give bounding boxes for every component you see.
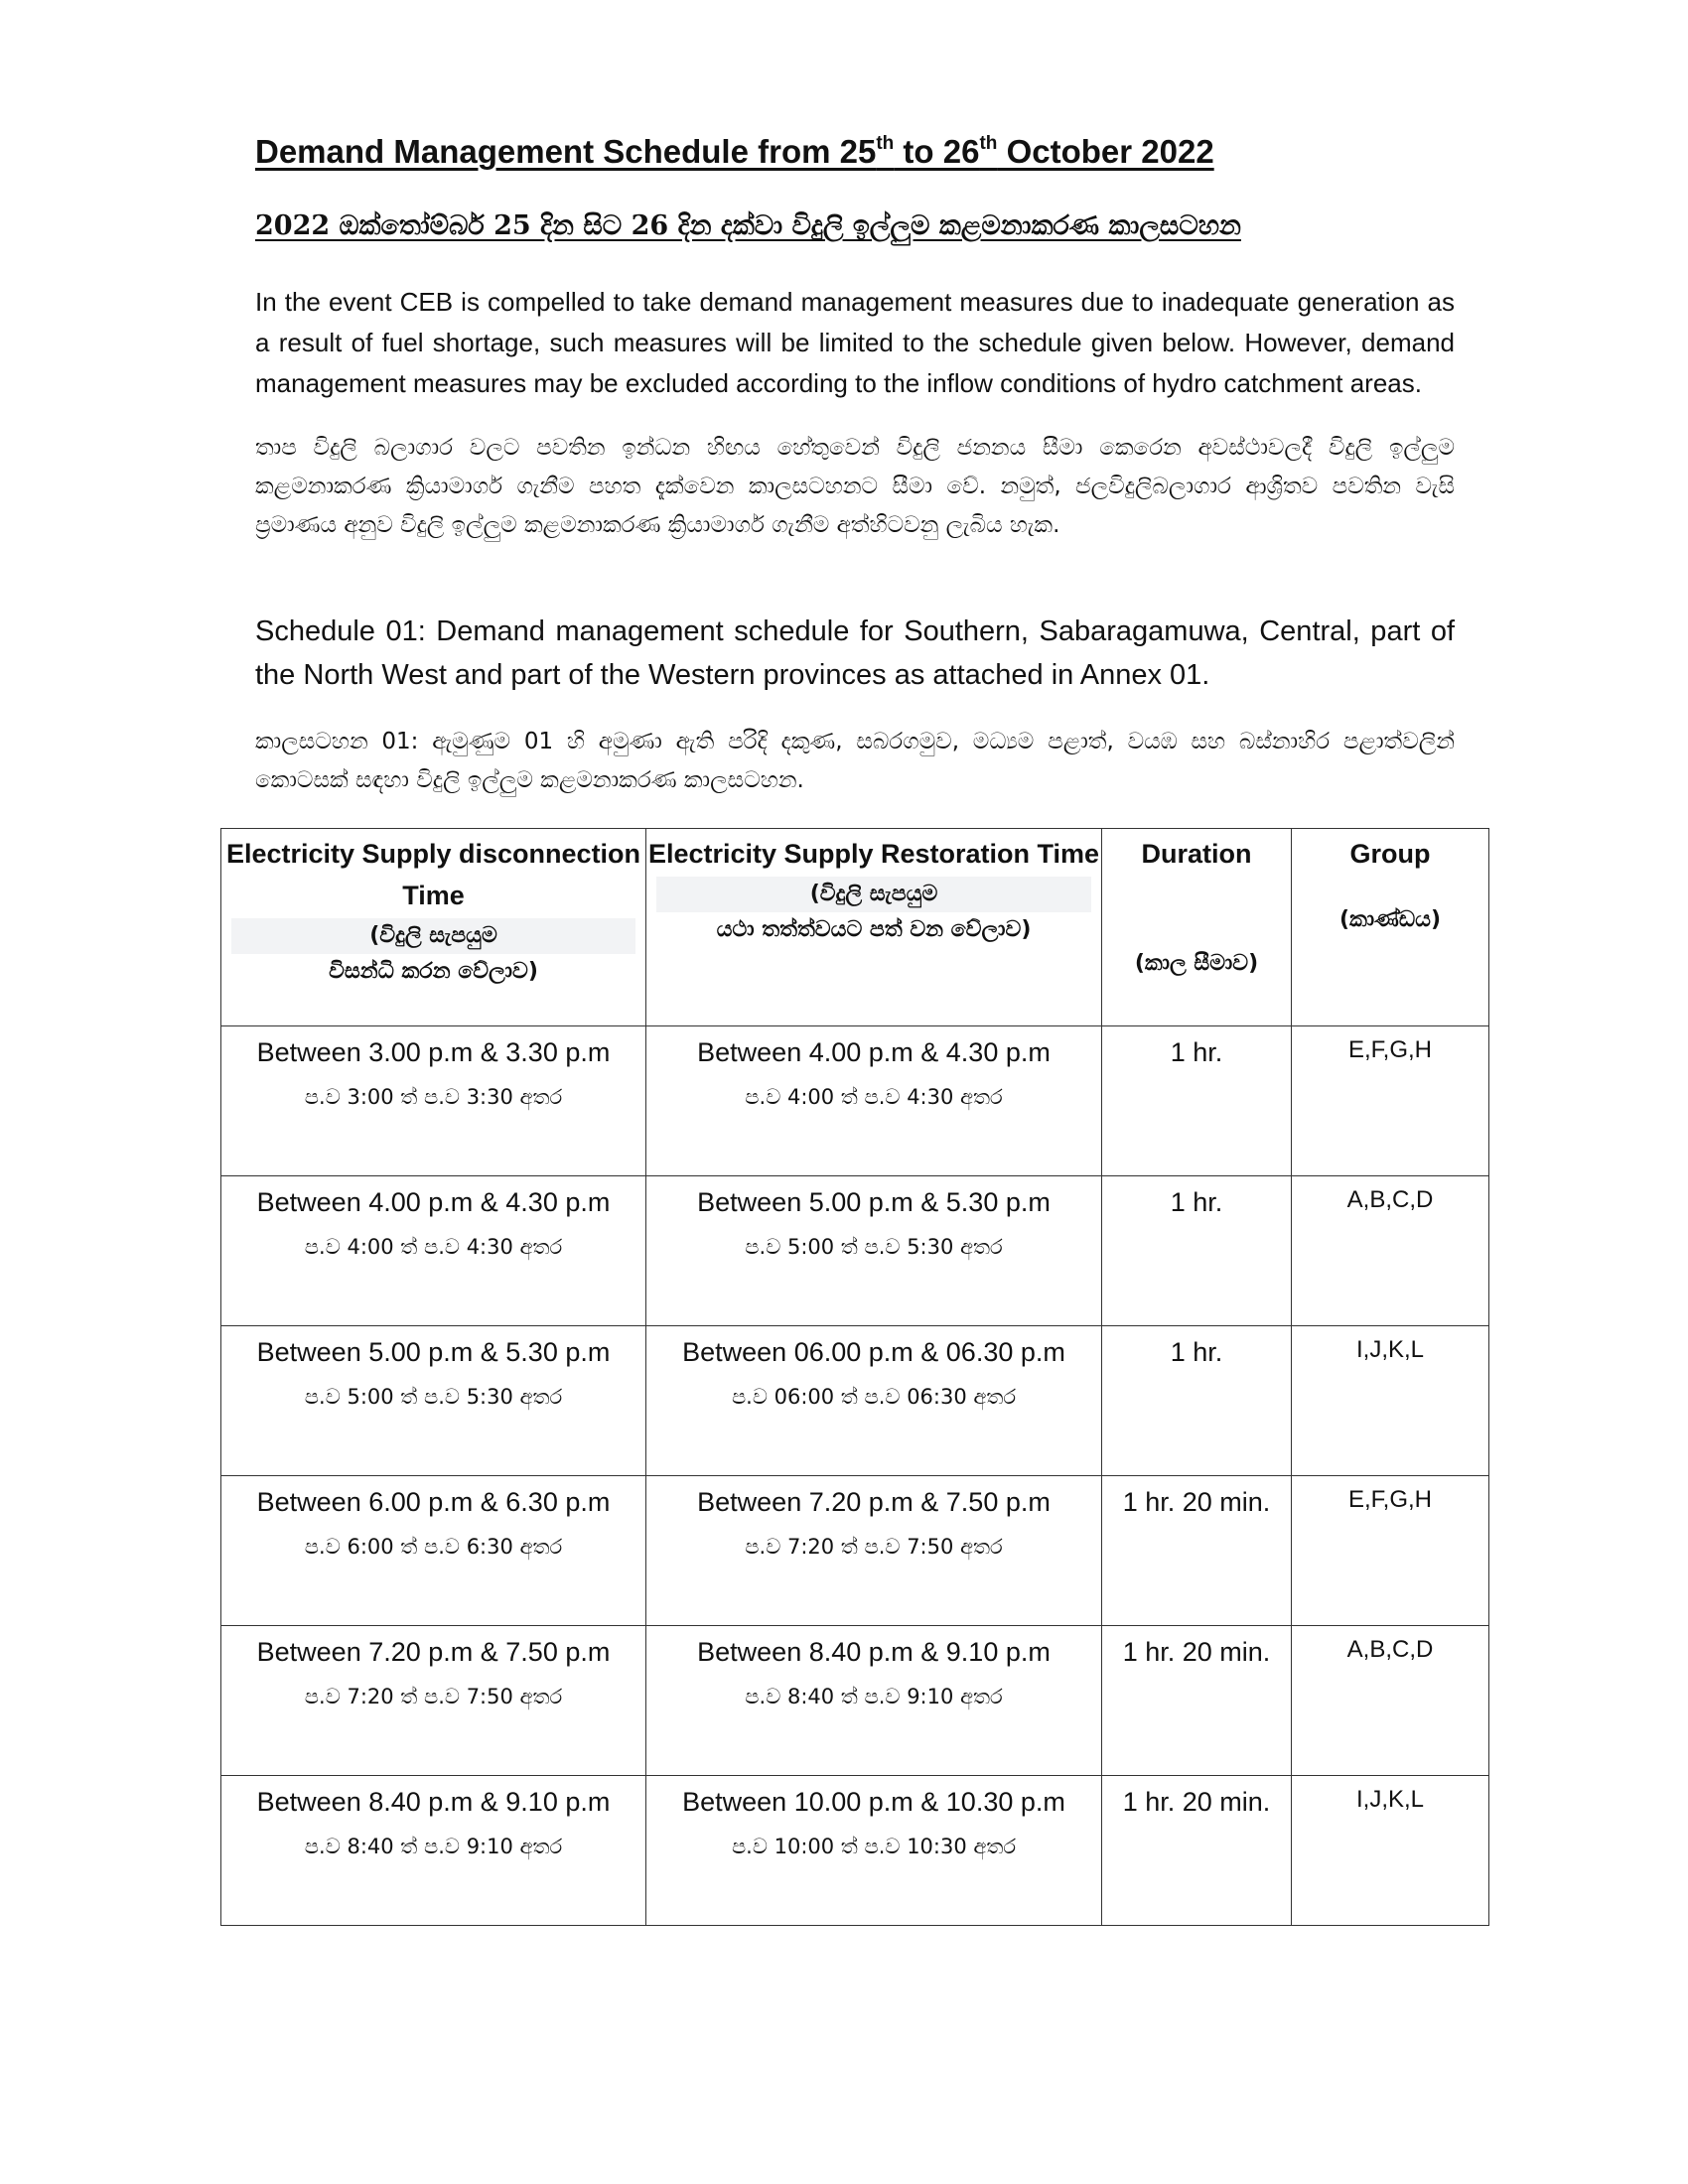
duration-cell (1102, 1026, 1292, 1176)
group-value: E,F,G,H (1347, 1036, 1432, 1063)
disconnection-cell (221, 1026, 646, 1176)
header-duration-si: (කාල සීමාව) (1134, 951, 1259, 976)
disconnection-time-si: ප.ව 4:00 ත් ප.ව 4:30 අතර (304, 1235, 563, 1259)
restoration-time-si: ප.ව 4:00 ත් ප.ව 4:30 අතර (745, 1085, 1003, 1109)
disconnection-time-en: Between 7.20 p.m & 7.50 p.m (256, 1637, 611, 1667)
restoration-time-si: ප.ව 10:00 ත් ප.ව 10:30 අතර (731, 1835, 1017, 1858)
duration-value: 1 hr. (1170, 1337, 1223, 1367)
duration-cell (1102, 1176, 1292, 1326)
duration-cell (1102, 1326, 1292, 1476)
restoration-cell (646, 1026, 1102, 1176)
disconnection-time-en: Between 4.00 p.m & 4.30 p.m (256, 1187, 611, 1217)
duration-value: 1 hr. (1170, 1187, 1223, 1217)
disconnection-time-en: Between 5.00 p.m & 5.30 p.m (256, 1337, 611, 1367)
restoration-time-en: Between 4.00 p.m & 4.30 p.m (697, 1037, 1051, 1067)
disconnection-time-si: ප.ව 6:00 ත් ප.ව 6:30 අතර (304, 1535, 563, 1559)
header-disconnection-en: Electricity Supply disconnection Time (225, 839, 641, 910)
title-sup-2: th (979, 133, 998, 154)
restoration-cell (646, 1776, 1102, 1926)
restoration-time-si: ප.ව 06:00 ත් ප.ව 06:30 අතර (731, 1385, 1017, 1409)
restoration-time-en: Between 06.00 p.m & 06.30 p.m (682, 1337, 1065, 1367)
duration-cell (1102, 1776, 1292, 1926)
group-value: A,B,C,D (1346, 1186, 1434, 1213)
group-cell (1292, 1476, 1489, 1626)
table-row (221, 1626, 1489, 1776)
group-cell (1292, 1176, 1489, 1326)
header-restoration-si-1: (විදුලි සැපයුම (656, 877, 1091, 912)
group-cell (1292, 1026, 1489, 1176)
group-value: A,B,C,D (1346, 1636, 1434, 1663)
header-restoration-time (646, 829, 1102, 1026)
duration-cell (1102, 1476, 1292, 1626)
title-sup-1: th (876, 133, 895, 154)
disconnection-time-en: Between 8.40 p.m & 9.10 p.m (256, 1787, 611, 1817)
title-suffix: October 2022 (997, 133, 1214, 170)
restoration-time-si: ප.ව 7:20 ත් ප.ව 7:50 අතර (745, 1535, 1003, 1559)
disconnection-time-si: ප.ව 7:20 ත් ප.ව 7:50 අතර (304, 1685, 563, 1708)
page-title-sinhala: 2022 ඔක්තෝම්බර් 25 දින සිට 26 දින දක්වා විදුලි ඉල්ලුම කළමනාකරණ කාලසටහන (255, 210, 1241, 241)
restoration-time-en: Between 10.00 p.m & 10.30 p.m (682, 1787, 1065, 1817)
disconnection-time-si: ප.ව 5:00 ත් ප.ව 5:30 අතර (304, 1385, 563, 1409)
duration-value: 1 hr. 20 min. (1122, 1637, 1271, 1667)
header-group (1292, 829, 1489, 1026)
duration-value: 1 hr. (1170, 1037, 1223, 1067)
page-title (255, 133, 1214, 171)
restoration-cell (646, 1176, 1102, 1326)
restoration-cell (646, 1326, 1102, 1476)
disconnection-cell (221, 1326, 646, 1476)
intro-paragraph-english: In the event CEB is compelled to take demand management measures due to inadequate generation as a result of fuel shortage, such measures will be limited to the schedule given below. However, demand management measures may be excluded according to the inflow conditions of hydro catchment areas. (255, 287, 1455, 398)
disconnection-time-en: Between 3.00 p.m & 3.30 p.m (256, 1037, 611, 1067)
disconnection-time-si: ප.ව 8:40 ත් ප.ව 9:10 අතර (304, 1835, 563, 1858)
restoration-time-en: Between 7.20 p.m & 7.50 p.m (697, 1487, 1051, 1517)
group-cell (1292, 1326, 1489, 1476)
title-prefix: Demand Management Schedule from 25 (255, 133, 877, 170)
disconnection-cell (221, 1626, 646, 1776)
table-header-row (221, 829, 1489, 1026)
header-disconnection-si-2: විසන්ධි කරන වේලාව) (329, 959, 538, 984)
header-group-si: (කාණ්ඩය) (1338, 907, 1442, 932)
table-row (221, 1776, 1489, 1926)
disconnection-time-en: Between 6.00 p.m & 6.30 p.m (256, 1487, 611, 1517)
header-restoration-en: Electricity Supply Restoration Time (647, 839, 1100, 869)
schedule-heading-english: Schedule 01: Demand management schedule for Southern, Sabaragamuwa, Central, part of the North West and part of the Western provinces as attached in Annex 01. (255, 615, 1455, 691)
header-duration-en: Duration (1141, 839, 1252, 869)
disconnection-cell (221, 1776, 646, 1926)
restoration-time-en: Between 8.40 p.m & 9.10 p.m (697, 1637, 1051, 1667)
restoration-cell (646, 1626, 1102, 1776)
duration-value: 1 hr. 20 min. (1122, 1787, 1271, 1817)
header-duration (1102, 829, 1292, 1026)
group-value: I,J,K,L (1355, 1336, 1425, 1363)
group-value: I,J,K,L (1355, 1786, 1425, 1813)
group-cell (1292, 1776, 1489, 1926)
duration-value: 1 hr. 20 min. (1122, 1487, 1271, 1517)
disconnection-cell (221, 1176, 646, 1326)
disconnection-cell (221, 1476, 646, 1626)
restoration-time-si: ප.ව 5:00 ත් ප.ව 5:30 අතර (745, 1235, 1003, 1259)
group-cell (1292, 1626, 1489, 1776)
header-group-en: Group (1349, 839, 1431, 869)
restoration-cell (646, 1476, 1102, 1626)
restoration-time-si: ප.ව 8:40 ත් ප.ව 9:10 අතර (745, 1685, 1003, 1708)
duration-cell (1102, 1626, 1292, 1776)
table-row (221, 1026, 1489, 1176)
table-row (221, 1176, 1489, 1326)
header-restoration-si-2: යථා තත්ත්වයට පත් වන වේලාව) (716, 917, 1032, 942)
restoration-time-en: Between 5.00 p.m & 5.30 p.m (697, 1187, 1051, 1217)
table-row (221, 1476, 1489, 1626)
group-value: E,F,G,H (1347, 1486, 1432, 1513)
title-middle: to 26 (894, 133, 980, 170)
schedule-table (220, 828, 1489, 1926)
header-disconnection-si-1: (විදුලි සැපයුම (231, 918, 635, 954)
schedule-heading-sinhala: කාලසටහන 01: ඇමුණුම 01 හි අමුණා ඇති පරිදි දකුණ, සබරගමුව, මධ්‍යම පළාත්, වයඹ සහ බස්නාහිර පළාත්වලින් කොටසක් සඳහා විදුලි ඉල්ලුම කළමනාකරණ කාලසටහන. (255, 729, 1455, 793)
disconnection-time-si: ප.ව 3:00 ත් ප.ව 3:30 අතර (304, 1085, 563, 1109)
intro-paragraph-sinhala: තාප විදුලි බලාගාර වලට පවතින ඉන්ධන හිඟය හේතුවෙන් විදුලි ජනනය සීමා කෙරෙන අවස්ථාවලදී විදුලි ඉල්ලුම කළමනාකරණ ක්‍රියාමාර්ග ගැනීම පහත දැක්වෙන කාලසටහනට සීමා වේ. නමුත්, ජලවිදුලිබලාගාර ආශ්‍රිතව පවතින වැසි ප්‍රමාණය අනුව විදුලි ඉල්ලුම කළමනාකරණ ක්‍රියාමාර්ග ගැනීම අත්හිටවනු ලැබිය හැක. (255, 435, 1455, 538)
table-row (221, 1326, 1489, 1476)
header-disconnection-time (221, 829, 646, 1026)
